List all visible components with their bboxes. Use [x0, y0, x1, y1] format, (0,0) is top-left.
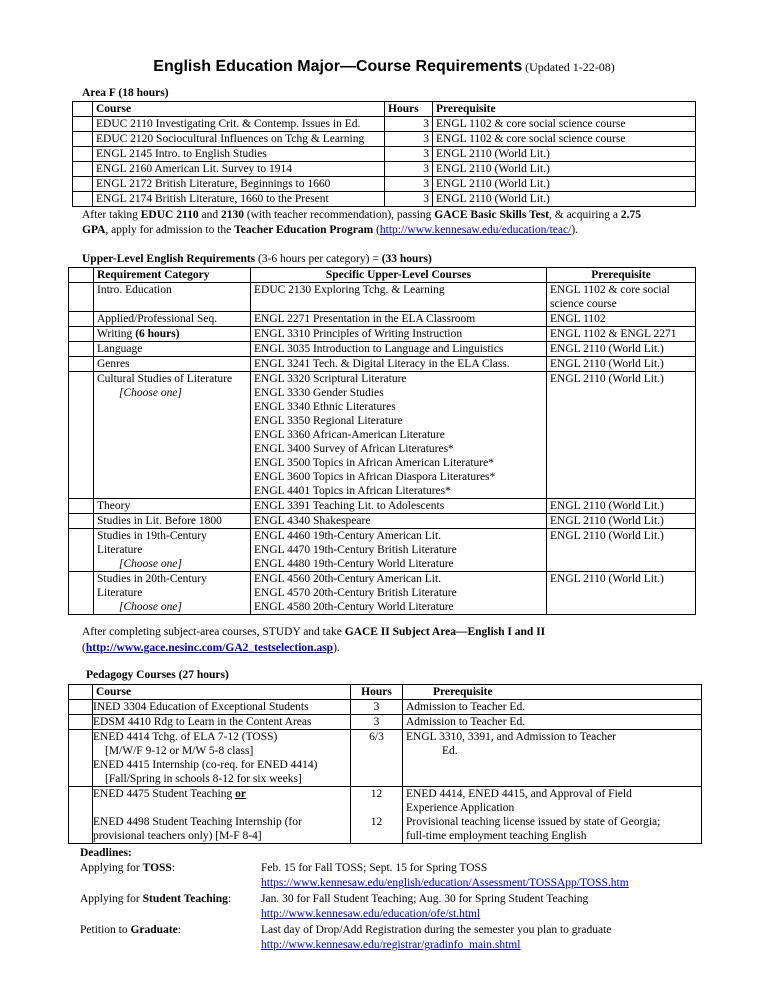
upper-level-heading: Upper-Level English Requirements (3-6 hours per category) = (33 hours) — [82, 253, 432, 265]
table-header-row — [69, 685, 702, 700]
col-header-course: Course — [93, 102, 385, 117]
deadline-link[interactable]: https://www.kennesaw.edu/english/education/Assessment/TOSSApp/TOSS.htm — [261, 877, 629, 889]
area-f-table — [72, 101, 696, 207]
col-header-course: Course — [93, 685, 351, 700]
deadline-link[interactable]: http://www.kennesaw.edu/registrar/gradinfo_main.shtml — [261, 939, 521, 951]
table-row: ENGL 2145 Intro. to English Studies 3 ENGL 2110 (World Lit.) — [73, 147, 696, 162]
table-row: Studies in Lit. Before 1800 ENGL 4340 Shakespeare ENGL 2110 (World Lit.) — [69, 514, 696, 529]
title-main: English Education Major—Course Requirements — [153, 58, 523, 75]
table-row: Studies in 19th-Century Literature [Choose one] ENGL 4460 19th-Century American Lit. ENGL 4470 19th-Century British Literature ENGL 4480 19th-Century World Literature ENGL 2110 (World Lit.) — [69, 529, 696, 572]
deadline-item: Applying for TOSS: Feb. 15 for Fall TOSS; Sept. 15 for Spring TOSS https://www.kennesaw.edu/english/education/Assessment/TOSSApp/TOSS.htm — [80, 862, 629, 889]
deadline-link[interactable]: http://www.kennesaw.edu/education/ofe/st.html — [261, 908, 481, 920]
deadlines-list — [80, 861, 720, 954]
table-row: EDSM 4410 Rdg to Learn in the Content Areas 3 Admission to Teacher Ed. — [69, 715, 702, 730]
table-row: Cultural Studies of Literature [Choose one] ENGL 3320 Scriptural Literature ENGL 3330 Gender Studies ENGL 3340 Ethnic Literatures ENGL 3350 Regional Literature ENGL 3360 African-American Literature ENGL 3400 Survey of African Literatures* ENGL 3500 Topics in African American Literature* ENGL 3600 Topics in African Diaspora Literatures* ENGL 4401 Topics in African Literatures* ENGL 2110 (World Lit.) — [69, 372, 696, 499]
table-row: Language ENGL 3035 Introduction to Language and Linguistics ENGL 2110 (World Lit.) — [69, 342, 696, 357]
table-row: ENGL 2174 British Literature, 1660 to the Present 3 ENGL 2110 (World Lit.) — [73, 192, 696, 207]
area-f-note: After taking EDUC 2110 and 2130 (with teacher recommendation), passing GACE Basic Skills Test, & acquiring a 2.75 GPA, apply for admission to the Teacher Education Program (http://www.kennesaw.edu/education/teac/). — [82, 209, 641, 236]
table-row: ENGL 2172 British Literature, Beginnings to 1660 3 ENGL 2110 (World Lit.) — [73, 177, 696, 192]
table-row: Theory ENGL 3391 Teaching Lit. to Adolescents ENGL 2110 (World Lit.) — [69, 499, 696, 514]
table-row-student-teaching: ENED 4475 Student Teaching or ENED 4498 Student Teaching Internship (for provisional teachers only) [M-F 8-4] 12 12 ENED 4414, ENED 4415, and Approval of Field Experience Application Provisional teaching license issued by state of Georgia; full-time employment teaching English — [69, 787, 702, 844]
col-header-prereq: Prerequisite — [547, 268, 696, 283]
pedagogy-heading: Pedagogy Courses (27 hours) — [86, 669, 229, 681]
gace-link[interactable]: http://www.gace.nesinc.com/GA2_testselection.asp — [85, 642, 334, 654]
col-header-hours: Hours — [351, 685, 403, 700]
area-f-heading: Area F (18 hours) — [82, 87, 169, 99]
table-row: ENGL 2160 American Lit. Survey to 1914 3 ENGL 2110 (World Lit.) — [73, 162, 696, 177]
table-row: EDUC 2120 Sociocultural Influences on Tchg & Learning 3 ENGL 1102 & core social science course — [73, 132, 696, 147]
table-row: Writing (6 hours) ENGL 3310 Principles of Writing Instruction ENGL 1102 & ENGL 2271 — [69, 327, 696, 342]
teacher-ed-link[interactable]: http://www.kennesaw.edu/education/teac/ — [379, 224, 572, 236]
table-row: Studies in 20th-Century Literature [Choose one] ENGL 4560 20th-Century American Lit. ENGL 4570 20th-Century British Literature ENGL 4580 20th-Century World Literature ENGL 2110 (World Lit.) — [69, 572, 696, 615]
table-header-row — [69, 268, 696, 283]
table-row: EDUC 2110 Investigating Crit. & Contemp. Issues in Ed. 3 ENGL 1102 & core social science course — [73, 117, 696, 132]
col-header-category: Requirement Category — [94, 268, 251, 283]
col-header-hours: Hours — [385, 102, 433, 117]
table-row: INED 3304 Education of Exceptional Students 3 Admission to Teacher Ed. — [69, 700, 702, 715]
gace-note: After completing subject-area courses, STUDY and take GACE II Subject Area—English I and II (http://www.gace.nesinc.com/GA2_testselection.asp). — [82, 626, 546, 654]
pedagogy-table — [68, 684, 702, 844]
table-row: Genres ENGL 3241 Tech. & Digital Literacy in the ELA Class. ENGL 2110 (World Lit.) — [69, 357, 696, 372]
table-row: Intro. Education EDUC 2130 Exploring Tchg. & Learning ENGL 1102 & core social science course — [69, 283, 696, 312]
col-header-courses: Specific Upper-Level Courses — [251, 268, 547, 283]
page-title — [0, 60, 768, 75]
table-row: ENED 4414 Tchg. of ELA 7-12 (TOSS) [M/W/F 9-12 or M/W 5-8 class] ENED 4415 Internship (co-req. for ENED 4414) [Fall/Spring in schools 8-12 for six weeks] 6/3 ENGL 3310, 3391, and Admission to Teacher Ed. — [69, 730, 702, 787]
title-updated: (Updated 1-22-08) — [525, 60, 615, 74]
deadlines-heading: Deadlines: — [80, 847, 132, 859]
table-header-row — [73, 102, 696, 117]
col-header-prereq: Prerequisite — [433, 102, 696, 117]
deadline-item: Applying for Student Teaching: Jan. 30 for Fall Student Teaching; Aug. 30 for Spring Student Teaching http://www.kennesaw.edu/education/ofe/st.html — [80, 893, 589, 920]
deadline-item: Petition to Graduate: Last day of Drop/Add Registration during the semester you plan to graduate http://www.kennesaw.edu/registrar/gradinfo_main.shtml — [80, 924, 612, 951]
upper-level-table — [68, 267, 696, 615]
table-row: Applied/Professional Seq. ENGL 2271 Presentation in the ELA Classroom ENGL 1102 — [69, 312, 696, 327]
col-header-prereq: Prerequisite — [403, 685, 702, 700]
